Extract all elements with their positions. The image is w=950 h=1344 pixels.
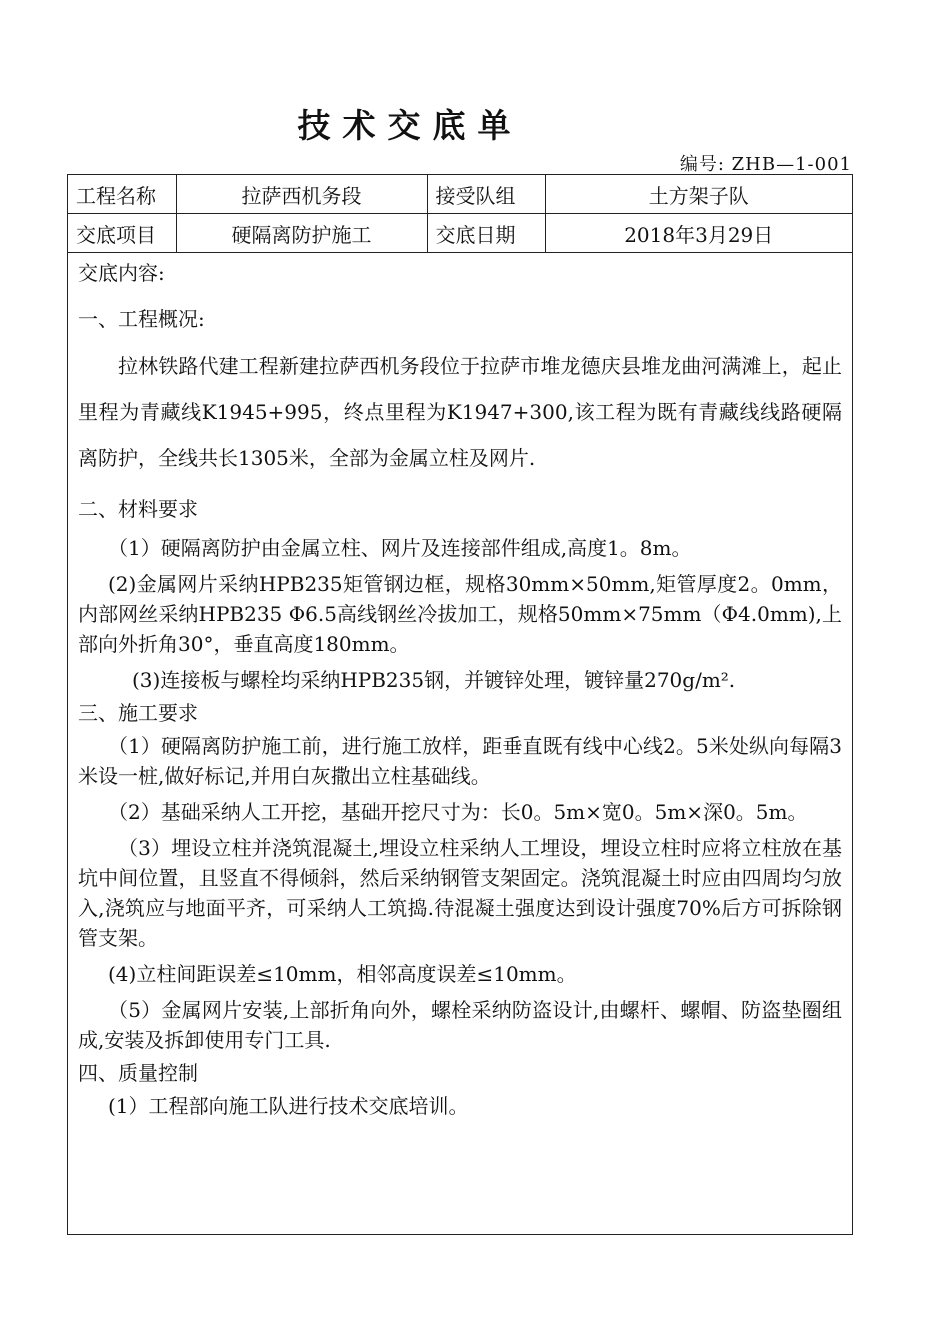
project-name-label: 工程名称 bbox=[68, 175, 176, 214]
team-value: 土方架子队 bbox=[545, 175, 852, 214]
section-3-item-2: （2）基础采纳人工开挖，基础开挖尺寸为：长0。5m×宽0。5m×深0。5m。 bbox=[108, 800, 808, 824]
content-area bbox=[68, 253, 852, 1121]
section-3-title: 三、施工要求 bbox=[78, 701, 198, 725]
section-1-body: 拉林铁路代建工程新建拉萨西机务段位于拉萨市堆龙德庆县堆龙曲河满滩上，起止里程为青藏线K1945+995，终点里程为K1947+300,该工程为既有青藏线线路硬隔离防护，全线共长1305米，全部为金属立柱及网片. bbox=[78, 354, 842, 470]
section-3-item-5: （5）金属网片安装,上部折角向外，螺栓采纳防盗设计,由螺杆、螺帽、防盗垫圈组成,安装及拆卸使用专门工具. bbox=[78, 998, 842, 1052]
section-2-item-1: （1）硬隔离防护由金属立柱、网片及连接部件组成,高度1。8m。 bbox=[108, 536, 692, 560]
section-1-title: 一、工程概况: bbox=[78, 307, 205, 331]
team-label: 接受队组 bbox=[427, 175, 545, 214]
section-2-title: 二、材料要求 bbox=[78, 497, 198, 521]
document-number: 编号: ZHB—1-001 bbox=[679, 154, 852, 175]
section-3-item-4: (4)立柱间距误差≤10mm，相邻高度误差≤10mm。 bbox=[108, 962, 577, 986]
handover-form bbox=[67, 174, 853, 1235]
header-table bbox=[68, 175, 852, 253]
content-label: 交底内容: bbox=[78, 261, 165, 285]
project-name-value: 拉萨西机务段 bbox=[176, 175, 427, 214]
section-2-item-3: (3)连接板与螺栓均采纳HPB235钢，并镀锌处理，镀锌量270g/m². bbox=[132, 668, 736, 692]
section-4-item-1: (1）工程部向施工队进行技术交底培训。 bbox=[108, 1094, 469, 1118]
document-title: 技术交底单 bbox=[297, 106, 523, 145]
section-3-item-3: （3）埋设立柱并浇筑混凝土,埋设立柱采纳人工埋设，埋设立柱时应将立柱放在基坑中间位置，且竖直不得倾斜，然后采纳钢管支架固定。浇筑混凝土时应由四周均匀放入,浇筑应与地面平齐，可采纳人工筑捣.待混凝土强度达到设计强度70%后方可拆除钢管支架。 bbox=[78, 836, 842, 950]
section-4-title: 四、质量控制 bbox=[78, 1061, 198, 1085]
item-label: 交底项目 bbox=[68, 214, 176, 253]
date-value: 2018年3月29日 bbox=[545, 214, 852, 253]
section-2-item-2: (2)金属网片采纳HPB235矩管钢边框，规格30mm×50mm,矩管厚度2。0mm，内部网丝采纳HPB235 Φ6.5高线钢丝冷拔加工，规格50mm×75mm（Φ4.0mm),上部向外折角30°，垂直高度180mm。 bbox=[78, 572, 842, 656]
item-value: 硬隔离防护施工 bbox=[176, 214, 427, 253]
header-row-1 bbox=[68, 175, 852, 214]
date-label: 交底日期 bbox=[427, 214, 545, 253]
section-3-item-1: （1）硬隔离防护施工前，进行施工放样，距垂直既有线中心线2。5米处纵向每隔3米设一桩,做好标记,并用白灰撒出立柱基础线。 bbox=[78, 734, 842, 788]
header-row-2 bbox=[68, 214, 852, 253]
